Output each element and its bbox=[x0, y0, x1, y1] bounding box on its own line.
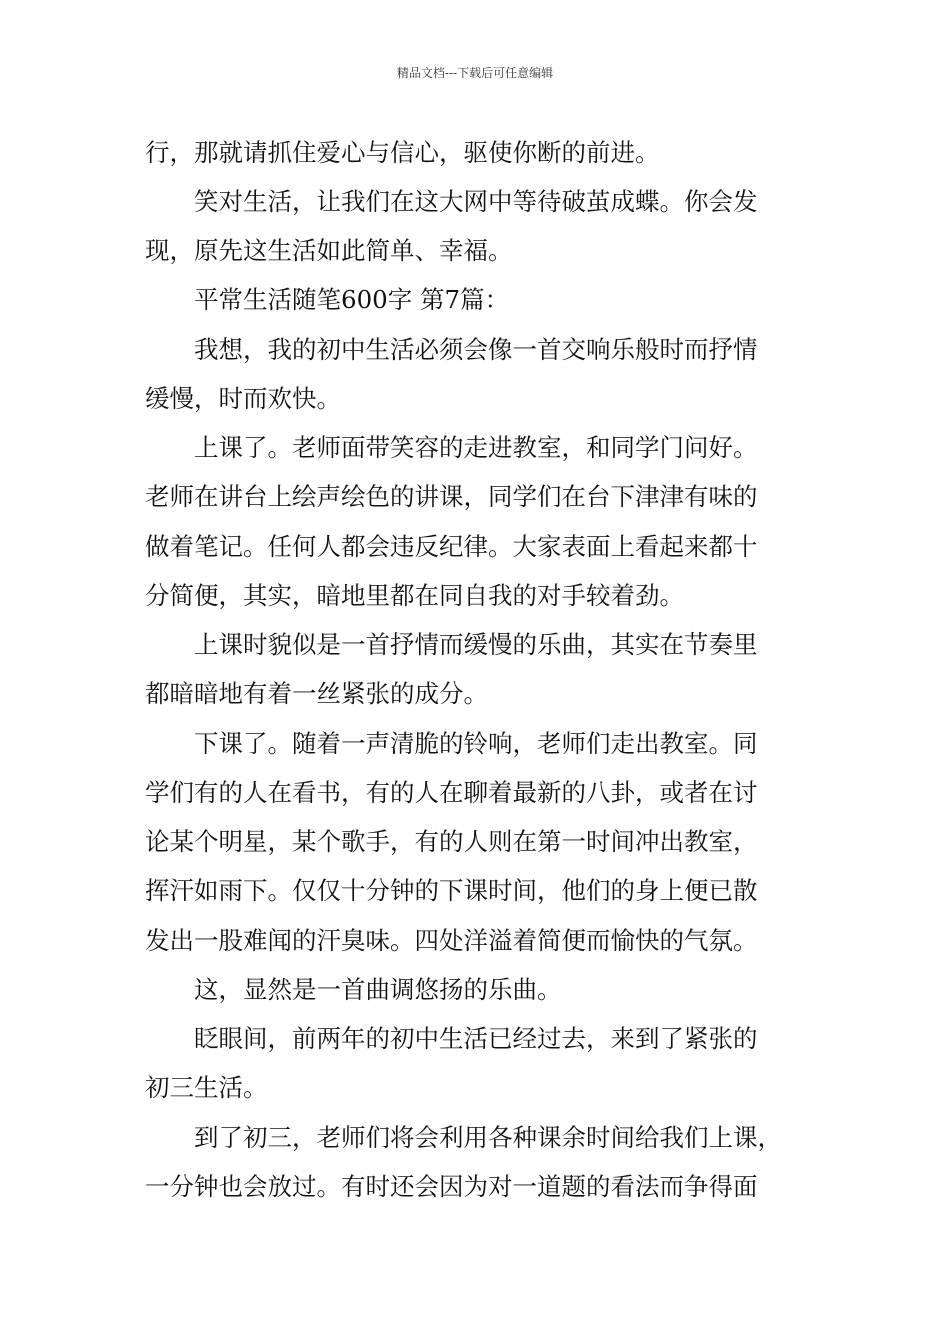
body-line: 挥汗如雨下。仅仅十分钟的下课时间，他们的身上便已散 bbox=[145, 876, 758, 905]
body-line: 上课时貌似是一首抒情而缓慢的乐曲，其实在节奏里 bbox=[145, 630, 758, 659]
body-line: 学们有的人在看书，有的人在聊着最新的八卦，或者在讨 bbox=[145, 778, 758, 807]
body-line: 老师在讲台上绘声绘色的讲课，同学们在台下津津有味的 bbox=[145, 482, 758, 511]
body-line: 这，显然是一首曲调悠扬的乐曲。 bbox=[145, 975, 562, 1004]
body-line: 现，原先这生活如此简单、幸福。 bbox=[145, 236, 513, 265]
body-line: 缓慢，时而欢快。 bbox=[145, 384, 341, 413]
body-line: 分简便，其实，暗地里都在同自我的对手较着劲。 bbox=[145, 581, 684, 610]
page-header: 精品文档---下载后可任意编辑 bbox=[396, 66, 554, 80]
body-line: 发出一股难闻的汗臭味。四处洋溢着简便而愉快的气氛。 bbox=[145, 926, 758, 955]
body-line: 眨眼间，前两年的初中生活已经过去，来到了紧张的 bbox=[145, 1024, 758, 1053]
body-line: 平常生活随笔600字 第7篇： bbox=[145, 285, 510, 314]
body-line: 到了初三，老师们将会利用各种课余时间给我们上课， bbox=[145, 1123, 782, 1152]
body-line: 一分钟也会放过。有时还会因为对一道题的看法而争得面 bbox=[145, 1172, 758, 1201]
body-line: 下课了。随着一声清脆的铃响，老师们走出教室。同 bbox=[145, 729, 758, 758]
body-line: 初三生活。 bbox=[145, 1073, 268, 1102]
body-line: 论某个明星，某个歌手，有的人则在第一时间冲出教室， bbox=[145, 827, 758, 856]
body-line: 行，那就请抓住爱心与信心，驱使你断的前进。 bbox=[145, 138, 660, 167]
body-line: 上课了。老师面带笑容的走进教室，和同学门问好。 bbox=[145, 433, 758, 462]
body-line: 笑对生活，让我们在这大网中等待破茧成蝶。你会发 bbox=[145, 187, 758, 216]
body-line: 我想，我的初中生活必须会像一首交响乐般时而抒情 bbox=[145, 335, 758, 364]
body-line: 做着笔记。任何人都会违反纪律。大家表面上看起来都十 bbox=[145, 532, 758, 561]
body-line: 都暗暗地有着一丝紧张的成分。 bbox=[145, 679, 488, 708]
